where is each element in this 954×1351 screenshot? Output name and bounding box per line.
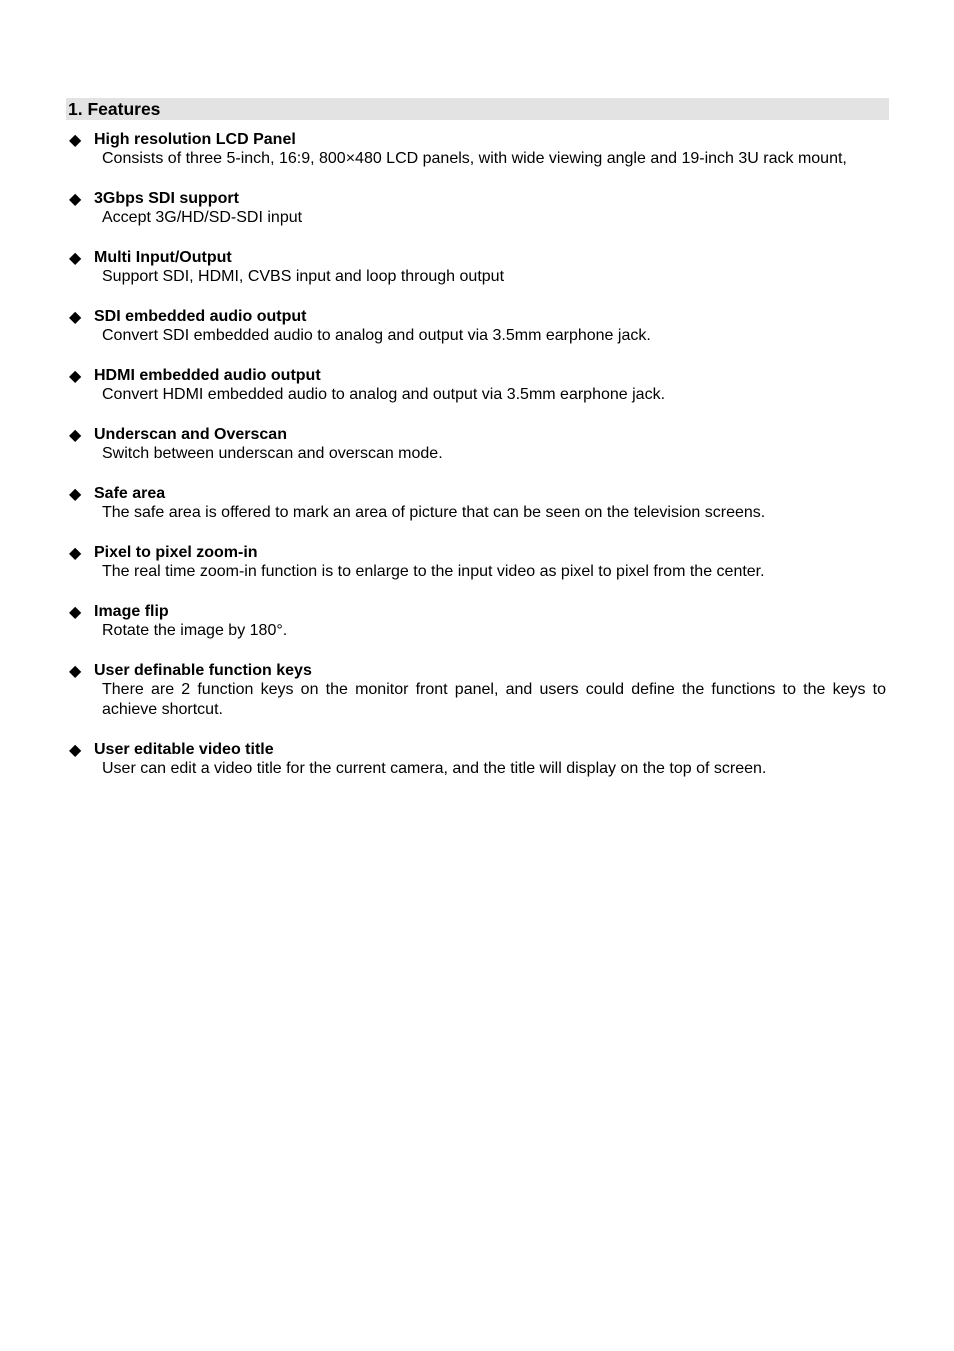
feature-title: User definable function keys <box>94 662 312 679</box>
feature-description: Consists of three 5-inch, 16:9, 800×480 LCD panels, with wide viewing angle and 19-inch 3U rack mount, <box>102 150 847 167</box>
diamond-bullet-icon: ◆ <box>69 132 82 149</box>
feature-item <box>66 189 889 228</box>
feature-description: Accept 3G/HD/SD-SDI input <box>102 209 303 226</box>
feature-item <box>66 543 889 582</box>
feature-description: Switch between underscan and overscan mode. <box>102 445 443 462</box>
feature-description: Convert SDI embedded audio to analog and output via 3.5mm earphone jack. <box>102 327 651 344</box>
feature-description: User can edit a video title for the current camera, and the title will display on the top of screen. <box>102 759 767 777</box>
feature-title: Pixel to pixel zoom-in <box>94 544 258 561</box>
document-page <box>66 98 889 799</box>
diamond-bullet-icon: ◆ <box>69 191 82 208</box>
feature-item <box>66 307 889 346</box>
feature-list <box>66 130 889 778</box>
feature-description: Support SDI, HDMI, CVBS input and loop through output <box>102 268 505 285</box>
feature-item <box>66 130 889 169</box>
feature-title: Image flip <box>94 603 169 620</box>
feature-item <box>66 248 889 287</box>
feature-item <box>66 740 889 779</box>
diamond-bullet-icon: ◆ <box>69 427 82 444</box>
feature-title: 3Gbps SDI support <box>94 190 239 207</box>
diamond-bullet-icon: ◆ <box>69 486 82 503</box>
diamond-bullet-icon: ◆ <box>69 545 82 562</box>
feature-title: Safe area <box>94 485 166 502</box>
feature-title: User editable video title <box>94 740 274 758</box>
feature-description: The safe area is offered to mark an area of picture that can be seen on the television screens. <box>102 504 766 521</box>
feature-description: Rotate the image by 180°. <box>102 622 288 639</box>
diamond-bullet-icon: ◆ <box>69 604 82 621</box>
diamond-bullet-icon: ◆ <box>69 309 82 326</box>
feature-title: Underscan and Overscan <box>94 426 287 443</box>
feature-description: Convert HDMI embedded audio to analog and output via 3.5mm earphone jack. <box>102 386 666 403</box>
feature-item <box>66 602 889 641</box>
feature-description: There are 2 function keys on the monitor front panel, and users could define the functions to the keys to achieve shortcut. <box>102 681 886 718</box>
section-heading: 1. Features <box>66 98 889 120</box>
feature-description: The real time zoom-in function is to enlarge to the input video as pixel to pixel from the center. <box>102 563 765 580</box>
diamond-bullet-icon: ◆ <box>69 250 82 267</box>
feature-item <box>66 425 889 464</box>
diamond-bullet-icon: ◆ <box>69 663 82 680</box>
feature-title: Multi Input/Output <box>94 249 232 266</box>
diamond-bullet-icon: ◆ <box>69 741 82 759</box>
diamond-bullet-icon: ◆ <box>69 368 82 385</box>
feature-item <box>66 366 889 405</box>
feature-title: HDMI embedded audio output <box>94 367 321 384</box>
feature-title: High resolution LCD Panel <box>94 131 296 148</box>
feature-item <box>66 661 889 719</box>
feature-title: SDI embedded audio output <box>94 308 307 325</box>
feature-item <box>66 484 889 523</box>
